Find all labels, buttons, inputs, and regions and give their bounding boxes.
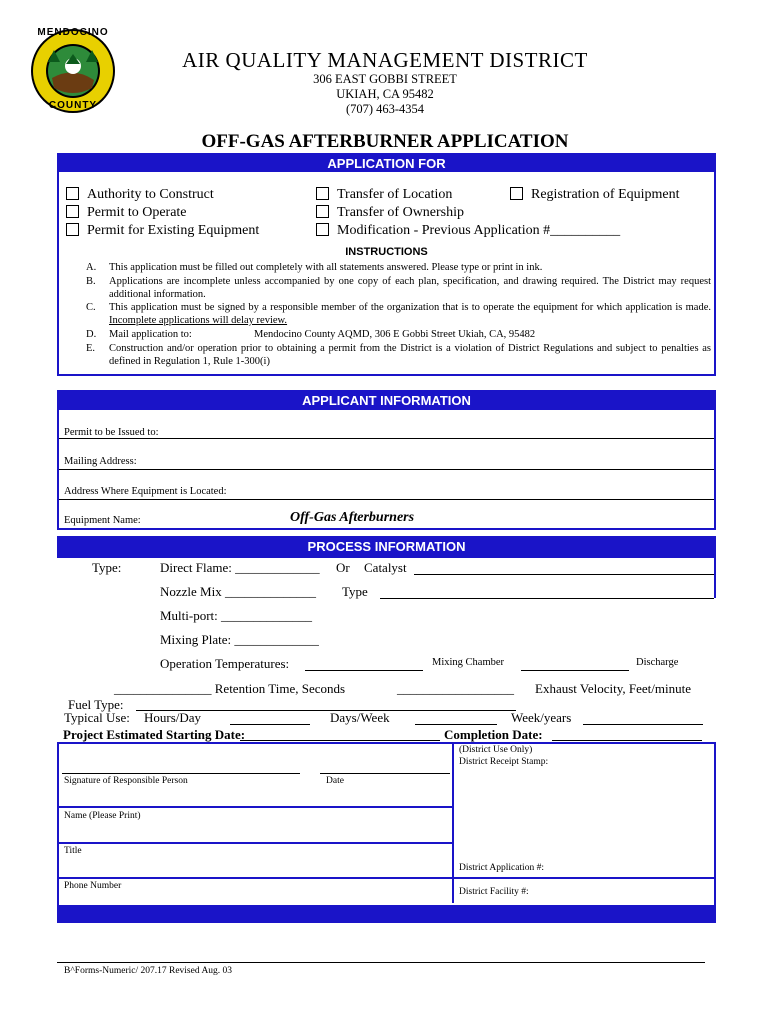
district-use-only-label: (District Use Only) <box>459 745 533 755</box>
week-years-label: Week/years <box>511 710 572 725</box>
checkbox-transfer-location[interactable] <box>316 187 329 200</box>
catalyst-type-label: Type <box>342 584 368 599</box>
hours-day-label: Hours/Day <box>144 710 202 725</box>
checkbox-registration[interactable] <box>510 187 523 200</box>
applicant-bar: APPLICANT INFORMATION <box>59 392 714 410</box>
county-seal <box>30 28 116 114</box>
signature-section <box>57 742 716 923</box>
agency-phone: (707) 463-4354 <box>345 102 425 116</box>
catalyst-field[interactable] <box>414 574 714 575</box>
option-modification[interactable] <box>316 223 620 239</box>
option-label: Permit for Existing Equipment <box>87 223 260 238</box>
option-authority-construct[interactable] <box>66 187 214 203</box>
hours-day-field[interactable] <box>230 724 310 725</box>
exhaust-velocity-field[interactable]: __________________ <box>397 681 514 696</box>
mixing-chamber-field[interactable] <box>305 670 423 671</box>
equipment-address-field[interactable]: Address Where Equipment is Located: <box>64 486 227 497</box>
process-bar: PROCESS INFORMATION <box>59 538 714 556</box>
signature-label: Signature of Responsible Person <box>64 776 188 786</box>
mailing-address-field[interactable]: Mailing Address: <box>64 456 137 467</box>
equipment-name-field[interactable]: Equipment Name: <box>64 515 141 526</box>
option-label: Permit to Operate <box>87 205 187 220</box>
option-transfer-location[interactable] <box>316 187 452 203</box>
instruction-letter: A. <box>86 262 97 273</box>
option-label: Modification - Previous Application #__________ <box>337 223 621 238</box>
week-years-field[interactable] <box>583 724 703 725</box>
seal-text-top: MENDOCINO <box>37 27 109 38</box>
instruction-c: C. This application must be signed by a responsible member of the organization that is to operate the equipment for which application is made. Incomplete applications will delay review. <box>86 302 711 326</box>
date-label: Date <box>326 776 344 786</box>
title-field[interactable]: Title <box>64 846 82 856</box>
exhaust-velocity-label: Exhaust Velocity, Feet/minute <box>535 681 691 696</box>
start-date-label: Project Estimated Starting Date: <box>63 727 246 742</box>
direct-flame-field[interactable]: Direct Flame: _____________ <box>160 560 320 575</box>
checkbox-permit-operate[interactable] <box>66 205 79 218</box>
operation-temps-label: Operation Temperatures: <box>160 656 290 671</box>
option-label: Registration of Equipment <box>531 187 680 202</box>
checkbox-permit-existing[interactable] <box>66 223 79 236</box>
multi-port-field[interactable]: Multi-port: ______________ <box>160 608 313 623</box>
instruction-e: E. Construction and/or operation prior to obtaining a permit from the District is a violation of District Regulations and subject to penalties as defined in Regulation 1, Rule 1-300(i) <box>86 343 711 367</box>
option-permit-existing[interactable] <box>66 223 259 239</box>
retention-time-field[interactable]: _______________ Retention Time, Seconds <box>114 681 346 696</box>
catalyst-label: Catalyst <box>364 560 407 575</box>
option-label: Transfer of Ownership <box>337 205 465 220</box>
checkbox-transfer-ownership[interactable] <box>316 205 329 218</box>
instruction-text: This application must be signed by a responsible member of the organization that is to operate the equipment for which application is made. <box>109 302 711 313</box>
mixing-chamber-label: Mixing Chamber <box>432 657 505 668</box>
option-label: Authority to Construct <box>87 187 214 202</box>
start-date-field[interactable] <box>240 740 440 741</box>
catalyst-type-field[interactable] <box>380 598 714 599</box>
instructions-title: INSTRUCTIONS <box>345 246 428 258</box>
option-permit-operate[interactable] <box>66 205 187 221</box>
discharge-label: Discharge <box>636 657 679 668</box>
applicant-section <box>57 390 716 530</box>
discharge-field[interactable] <box>521 670 629 671</box>
application-for-bar: APPLICATION FOR <box>59 155 714 172</box>
option-transfer-ownership[interactable] <box>316 205 464 221</box>
option-label: Transfer of Location <box>337 187 453 202</box>
instruction-letter: B. <box>86 276 96 287</box>
nozzle-mix-field[interactable]: Nozzle Mix ______________ <box>160 584 316 599</box>
district-facility-field: District Facility #: <box>459 887 529 897</box>
fuel-type-label: Fuel Type: <box>68 697 124 712</box>
typical-use-label: Typical Use: <box>64 710 130 725</box>
checkbox-authority-construct[interactable] <box>66 187 79 200</box>
form-footer: B^Forms-Numeric/ 207.17 Revised Aug. 03 <box>64 966 233 976</box>
days-week-label: Days/Week <box>330 710 390 725</box>
instruction-text: Mail application to: <box>109 329 192 340</box>
or-label: Or <box>336 560 350 575</box>
agency-address-1: 306 EAST GOBBI STREET <box>313 72 457 86</box>
bottom-bar <box>59 905 714 921</box>
district-application-field: District Application #: <box>459 863 544 873</box>
instruction-text: Applications are incomplete unless accompanied by one copy of each plan, specification, and drawing required. The District may request additional information. <box>109 276 711 300</box>
agency-title: AIR QUALITY MANAGEMENT DISTRICT <box>182 48 588 72</box>
phone-number-field[interactable]: Phone Number <box>64 881 122 891</box>
days-week-field[interactable] <box>415 724 497 725</box>
form-title: OFF-GAS AFTERBURNER APPLICATION <box>201 131 569 152</box>
instruction-text: Construction and/or operation prior to obtaining a permit from the District is a violation of District Regulations and subject to penalties as defined in Regulation 1, Rule 1-300(i) <box>109 343 711 367</box>
checkbox-modification[interactable] <box>316 223 329 236</box>
mixing-plate-field[interactable]: Mixing Plate: _____________ <box>160 632 319 647</box>
date-field[interactable] <box>320 773 450 774</box>
completion-date-label: Completion Date: <box>444 727 543 742</box>
completion-date-field[interactable] <box>552 740 702 741</box>
district-receipt-stamp-label: District Receipt Stamp: <box>459 757 549 767</box>
process-type-label: Type: <box>92 560 122 575</box>
instruction-b <box>86 275 711 301</box>
name-print-field[interactable]: Name (Please Print) <box>64 811 141 821</box>
permit-issued-to-field[interactable]: Permit to be Issued to: <box>64 427 159 438</box>
instruction-a <box>86 261 711 274</box>
instruction-mail-address: Mendocino County AQMD, 306 E Gobbi Street Ukiah, CA, 95482 <box>254 329 536 340</box>
equipment-name-value: Off-Gas Afterburners <box>290 510 415 525</box>
signature-field[interactable] <box>62 773 300 774</box>
option-registration[interactable] <box>510 187 680 203</box>
instruction-warning: Incomplete applications will delay review. <box>109 315 288 326</box>
agency-address-2: UKIAH, CA 95482 <box>336 87 434 101</box>
seal-text-bottom: COUNTY <box>48 100 98 111</box>
instruction-text: This application must be filled out completely with all statements answered. Please type or print in ink. <box>109 262 543 273</box>
